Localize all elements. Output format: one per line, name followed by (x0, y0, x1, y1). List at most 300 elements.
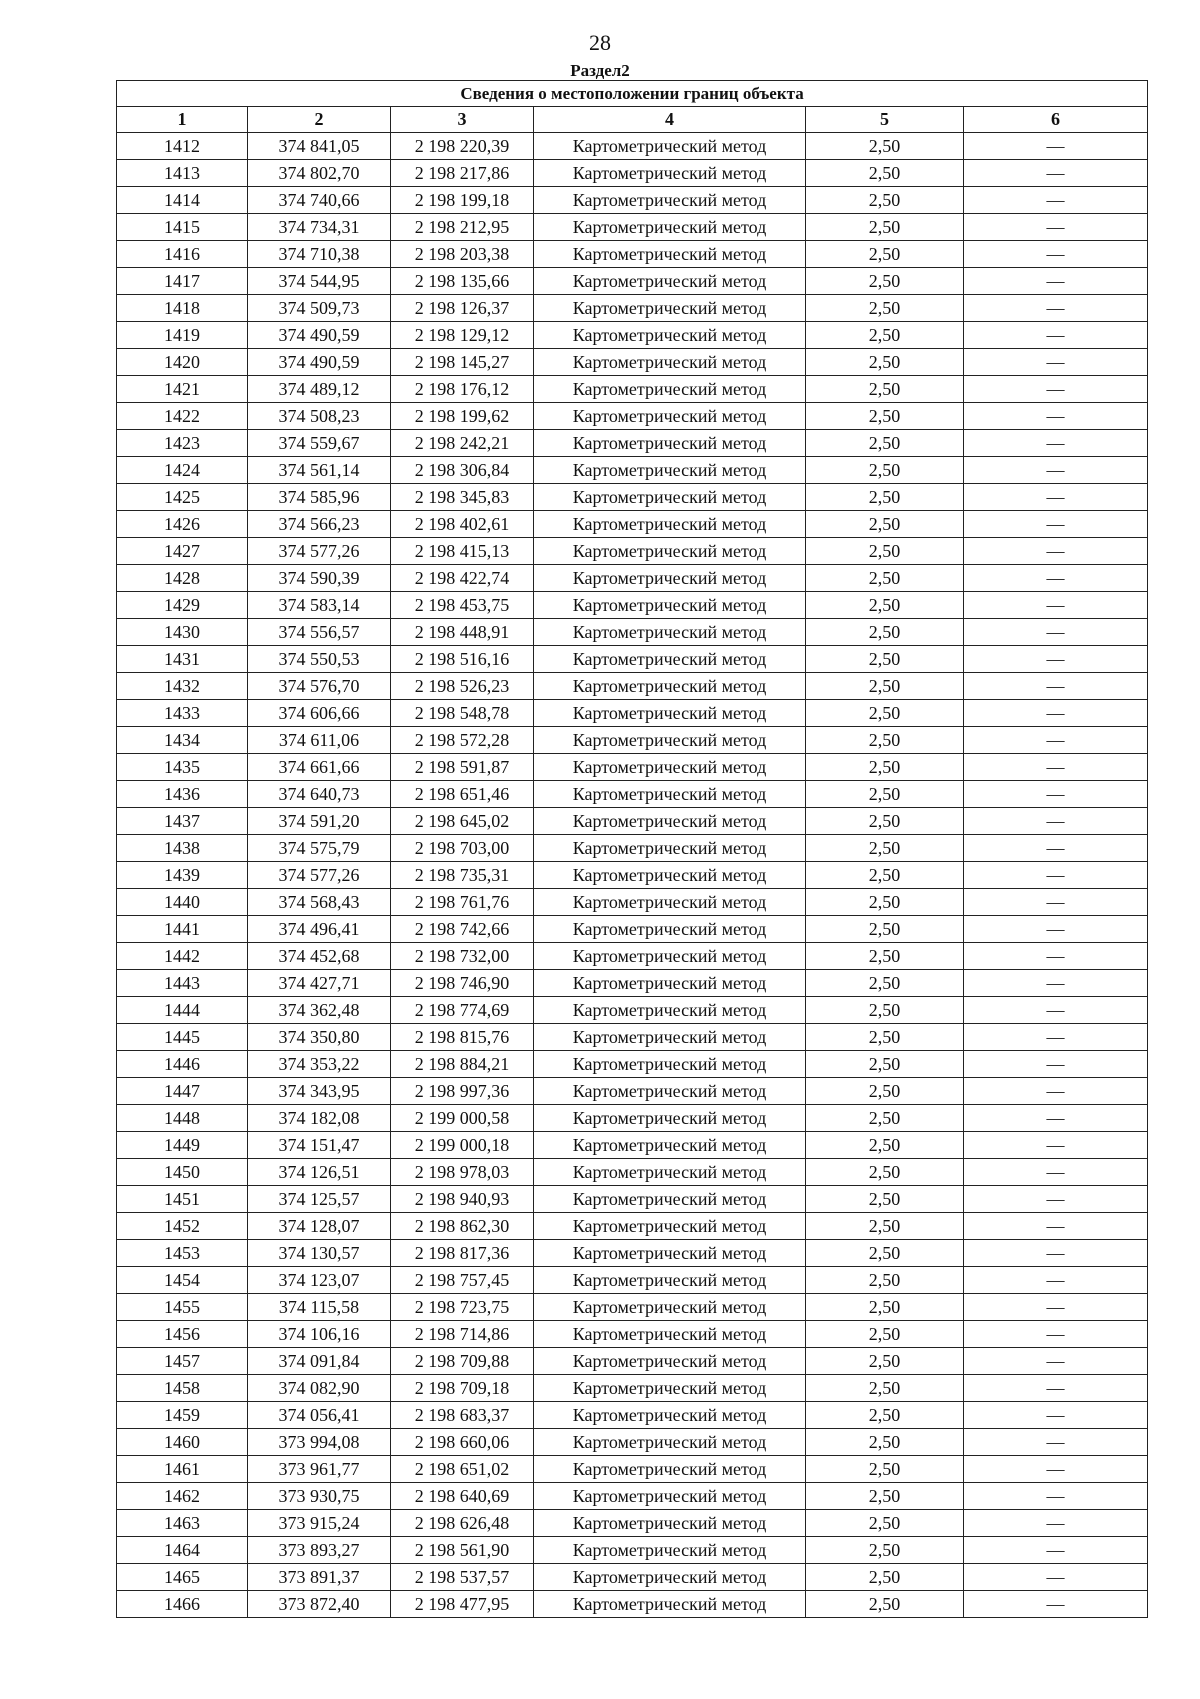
accuracy-cell: 2,50 (806, 781, 964, 808)
accuracy-cell: 2,50 (806, 997, 964, 1024)
table-row (117, 376, 1148, 403)
accuracy-cell: 2,50 (806, 889, 964, 916)
method-cell: Картометрический метод (534, 727, 806, 754)
point-number-cell: 1429 (117, 592, 248, 619)
method-cell: Картометрический метод (534, 322, 806, 349)
x-coordinate-cell: 374 568,43 (248, 889, 391, 916)
description-cell: — (964, 484, 1148, 511)
description-cell: — (964, 1429, 1148, 1456)
method-cell: Картометрический метод (534, 1402, 806, 1429)
table-row (117, 970, 1148, 997)
x-coordinate-cell: 374 182,08 (248, 1105, 391, 1132)
description-cell: — (964, 781, 1148, 808)
table-row (117, 1213, 1148, 1240)
description-cell: — (964, 862, 1148, 889)
accuracy-cell: 2,50 (806, 619, 964, 646)
column-header: 4 (534, 107, 806, 133)
method-cell: Картометрический метод (534, 1591, 806, 1618)
x-coordinate-cell: 373 915,24 (248, 1510, 391, 1537)
accuracy-cell: 2,50 (806, 376, 964, 403)
x-coordinate-cell: 374 591,20 (248, 808, 391, 835)
method-cell: Картометрический метод (534, 511, 806, 538)
description-cell: — (964, 1456, 1148, 1483)
table-row (117, 1051, 1148, 1078)
table-row (117, 889, 1148, 916)
method-cell: Картометрический метод (534, 241, 806, 268)
accuracy-cell: 2,50 (806, 403, 964, 430)
description-cell: — (964, 1294, 1148, 1321)
method-cell: Картометрический метод (534, 1429, 806, 1456)
accuracy-cell: 2,50 (806, 1375, 964, 1402)
y-coordinate-cell: 2 198 526,23 (391, 673, 534, 700)
table-row (117, 1321, 1148, 1348)
accuracy-cell: 2,50 (806, 916, 964, 943)
point-number-cell: 1465 (117, 1564, 248, 1591)
accuracy-cell: 2,50 (806, 673, 964, 700)
description-cell: — (964, 754, 1148, 781)
accuracy-cell: 2,50 (806, 808, 964, 835)
point-number-cell: 1420 (117, 349, 248, 376)
x-coordinate-cell: 374 126,51 (248, 1159, 391, 1186)
accuracy-cell: 2,50 (806, 700, 964, 727)
description-cell: — (964, 970, 1148, 997)
accuracy-cell: 2,50 (806, 1132, 964, 1159)
table-row (117, 943, 1148, 970)
y-coordinate-cell: 2 198 735,31 (391, 862, 534, 889)
accuracy-cell: 2,50 (806, 295, 964, 322)
accuracy-cell: 2,50 (806, 457, 964, 484)
y-coordinate-cell: 2 198 145,27 (391, 349, 534, 376)
y-coordinate-cell: 2 198 199,62 (391, 403, 534, 430)
y-coordinate-cell: 2 198 242,21 (391, 430, 534, 457)
accuracy-cell: 2,50 (806, 349, 964, 376)
y-coordinate-cell: 2 198 537,57 (391, 1564, 534, 1591)
section-title: Раздел2 (570, 61, 630, 80)
x-coordinate-cell: 374 841,05 (248, 133, 391, 160)
accuracy-cell: 2,50 (806, 1078, 964, 1105)
y-coordinate-cell: 2 198 645,02 (391, 808, 534, 835)
table-row (117, 1105, 1148, 1132)
method-cell: Картометрический метод (534, 673, 806, 700)
method-cell: Картометрический метод (534, 700, 806, 727)
x-coordinate-cell: 373 893,27 (248, 1537, 391, 1564)
y-coordinate-cell: 2 198 978,03 (391, 1159, 534, 1186)
method-cell: Картометрический метод (534, 619, 806, 646)
description-cell: — (964, 889, 1148, 916)
method-cell: Картометрический метод (534, 1186, 806, 1213)
x-coordinate-cell: 373 961,77 (248, 1456, 391, 1483)
x-coordinate-cell: 374 802,70 (248, 160, 391, 187)
x-coordinate-cell: 374 151,47 (248, 1132, 391, 1159)
y-coordinate-cell: 2 198 199,18 (391, 187, 534, 214)
point-number-cell: 1446 (117, 1051, 248, 1078)
description-cell: — (964, 511, 1148, 538)
table-caption: Сведения о местоположении границ объекта (117, 81, 1148, 107)
method-cell: Картометрический метод (534, 484, 806, 511)
x-coordinate-cell: 374 123,07 (248, 1267, 391, 1294)
table-row (117, 1132, 1148, 1159)
point-number-cell: 1443 (117, 970, 248, 997)
description-cell: — (964, 457, 1148, 484)
description-cell: — (964, 673, 1148, 700)
x-coordinate-cell: 374 489,12 (248, 376, 391, 403)
point-number-cell: 1415 (117, 214, 248, 241)
x-coordinate-cell: 374 661,66 (248, 754, 391, 781)
table-row (117, 1402, 1148, 1429)
table-row (117, 835, 1148, 862)
description-cell: — (964, 430, 1148, 457)
point-number-cell: 1435 (117, 754, 248, 781)
point-number-cell: 1423 (117, 430, 248, 457)
description-cell: — (964, 1483, 1148, 1510)
method-cell: Картометрический метод (534, 376, 806, 403)
method-cell: Картометрический метод (534, 565, 806, 592)
x-coordinate-cell: 374 740,66 (248, 187, 391, 214)
description-cell: — (964, 214, 1148, 241)
x-coordinate-cell: 374 125,57 (248, 1186, 391, 1213)
accuracy-cell: 2,50 (806, 1537, 964, 1564)
table-row (117, 1159, 1148, 1186)
y-coordinate-cell: 2 198 815,76 (391, 1024, 534, 1051)
description-cell: — (964, 646, 1148, 673)
method-cell: Картометрический метод (534, 1510, 806, 1537)
description-cell: — (964, 187, 1148, 214)
point-number-cell: 1431 (117, 646, 248, 673)
y-coordinate-cell: 2 198 757,45 (391, 1267, 534, 1294)
table-row (117, 1537, 1148, 1564)
accuracy-cell: 2,50 (806, 133, 964, 160)
method-cell: Картометрический метод (534, 1375, 806, 1402)
y-coordinate-cell: 2 198 217,86 (391, 160, 534, 187)
description-cell: — (964, 1105, 1148, 1132)
description-cell: — (964, 1375, 1148, 1402)
table-row (117, 754, 1148, 781)
table-row (117, 565, 1148, 592)
table-row (117, 673, 1148, 700)
method-cell: Картометрический метод (534, 835, 806, 862)
accuracy-cell: 2,50 (806, 565, 964, 592)
point-number-cell: 1441 (117, 916, 248, 943)
x-coordinate-cell: 374 490,59 (248, 349, 391, 376)
description-cell: — (964, 1240, 1148, 1267)
description-cell: — (964, 565, 1148, 592)
table-row (117, 268, 1148, 295)
x-coordinate-cell: 374 559,67 (248, 430, 391, 457)
description-cell: — (964, 835, 1148, 862)
accuracy-cell: 2,50 (806, 1321, 964, 1348)
point-number-cell: 1457 (117, 1348, 248, 1375)
method-cell: Картометрический метод (534, 754, 806, 781)
y-coordinate-cell: 2 198 683,37 (391, 1402, 534, 1429)
point-number-cell: 1412 (117, 133, 248, 160)
method-cell: Картометрический метод (534, 349, 806, 376)
column-header: 2 (248, 107, 391, 133)
description-cell: — (964, 592, 1148, 619)
description-cell: — (964, 538, 1148, 565)
description-cell: — (964, 808, 1148, 835)
point-number-cell: 1432 (117, 673, 248, 700)
point-number-cell: 1434 (117, 727, 248, 754)
table-row (117, 214, 1148, 241)
table-caption-row (117, 81, 1148, 107)
accuracy-cell: 2,50 (806, 754, 964, 781)
point-number-cell: 1424 (117, 457, 248, 484)
table-row (117, 1294, 1148, 1321)
description-cell: — (964, 133, 1148, 160)
y-coordinate-cell: 2 198 345,83 (391, 484, 534, 511)
point-number-cell: 1454 (117, 1267, 248, 1294)
y-coordinate-cell: 2 198 453,75 (391, 592, 534, 619)
point-number-cell: 1426 (117, 511, 248, 538)
table-row (117, 1240, 1148, 1267)
y-coordinate-cell: 2 199 000,58 (391, 1105, 534, 1132)
description-cell: — (964, 1510, 1148, 1537)
y-coordinate-cell: 2 198 548,78 (391, 700, 534, 727)
table-row (117, 646, 1148, 673)
point-number-cell: 1437 (117, 808, 248, 835)
point-number-cell: 1419 (117, 322, 248, 349)
method-cell: Картометрический метод (534, 1024, 806, 1051)
point-number-cell: 1425 (117, 484, 248, 511)
description-cell: — (964, 1348, 1148, 1375)
x-coordinate-cell: 374 115,58 (248, 1294, 391, 1321)
y-coordinate-cell: 2 198 651,02 (391, 1456, 534, 1483)
table-row (117, 1456, 1148, 1483)
y-coordinate-cell: 2 198 709,18 (391, 1375, 534, 1402)
x-coordinate-cell: 374 575,79 (248, 835, 391, 862)
method-cell: Картометрический метод (534, 646, 806, 673)
point-number-cell: 1461 (117, 1456, 248, 1483)
y-coordinate-cell: 2 198 402,61 (391, 511, 534, 538)
accuracy-cell: 2,50 (806, 727, 964, 754)
method-cell: Картометрический метод (534, 1105, 806, 1132)
method-cell: Картометрический метод (534, 862, 806, 889)
description-cell: — (964, 1186, 1148, 1213)
y-coordinate-cell: 2 198 709,88 (391, 1348, 534, 1375)
method-cell: Картометрический метод (534, 295, 806, 322)
point-number-cell: 1453 (117, 1240, 248, 1267)
y-coordinate-cell: 2 198 212,95 (391, 214, 534, 241)
accuracy-cell: 2,50 (806, 1186, 964, 1213)
method-cell: Картометрический метод (534, 538, 806, 565)
x-coordinate-cell: 374 350,80 (248, 1024, 391, 1051)
method-cell: Картометрический метод (534, 133, 806, 160)
y-coordinate-cell: 2 199 000,18 (391, 1132, 534, 1159)
method-cell: Картометрический метод (534, 1483, 806, 1510)
table-row (117, 808, 1148, 835)
point-number-cell: 1427 (117, 538, 248, 565)
y-coordinate-cell: 2 198 306,84 (391, 457, 534, 484)
point-number-cell: 1455 (117, 1294, 248, 1321)
x-coordinate-cell: 374 611,06 (248, 727, 391, 754)
x-coordinate-cell: 374 556,57 (248, 619, 391, 646)
point-number-cell: 1436 (117, 781, 248, 808)
column-number-row (117, 107, 1148, 133)
method-cell: Картометрический метод (534, 592, 806, 619)
x-coordinate-cell: 374 566,23 (248, 511, 391, 538)
point-number-cell: 1439 (117, 862, 248, 889)
table-row (117, 997, 1148, 1024)
point-number-cell: 1460 (117, 1429, 248, 1456)
table-row (117, 133, 1148, 160)
table-row (117, 727, 1148, 754)
description-cell: — (964, 1024, 1148, 1051)
accuracy-cell: 2,50 (806, 430, 964, 457)
description-cell: — (964, 160, 1148, 187)
point-number-cell: 1413 (117, 160, 248, 187)
table-row (117, 1024, 1148, 1051)
method-cell: Картометрический метод (534, 1051, 806, 1078)
method-cell: Картометрический метод (534, 1267, 806, 1294)
column-header: 1 (117, 107, 248, 133)
method-cell: Картометрический метод (534, 430, 806, 457)
method-cell: Картометрический метод (534, 1213, 806, 1240)
x-coordinate-cell: 374 452,68 (248, 943, 391, 970)
accuracy-cell: 2,50 (806, 241, 964, 268)
description-cell: — (964, 1213, 1148, 1240)
description-cell: — (964, 1564, 1148, 1591)
description-cell: — (964, 1537, 1148, 1564)
y-coordinate-cell: 2 198 723,75 (391, 1294, 534, 1321)
accuracy-cell: 2,50 (806, 268, 964, 295)
accuracy-cell: 2,50 (806, 1051, 964, 1078)
accuracy-cell: 2,50 (806, 646, 964, 673)
table-row (117, 403, 1148, 430)
accuracy-cell: 2,50 (806, 1294, 964, 1321)
table-row (117, 1510, 1148, 1537)
y-coordinate-cell: 2 198 129,12 (391, 322, 534, 349)
description-cell: — (964, 268, 1148, 295)
point-number-cell: 1459 (117, 1402, 248, 1429)
y-coordinate-cell: 2 198 714,86 (391, 1321, 534, 1348)
y-coordinate-cell: 2 198 422,74 (391, 565, 534, 592)
y-coordinate-cell: 2 198 477,95 (391, 1591, 534, 1618)
x-coordinate-cell: 374 082,90 (248, 1375, 391, 1402)
table-row (117, 295, 1148, 322)
point-number-cell: 1418 (117, 295, 248, 322)
description-cell: — (964, 403, 1148, 430)
accuracy-cell: 2,50 (806, 1591, 964, 1618)
description-cell: — (964, 1078, 1148, 1105)
x-coordinate-cell: 374 343,95 (248, 1078, 391, 1105)
accuracy-cell: 2,50 (806, 835, 964, 862)
accuracy-cell: 2,50 (806, 1429, 964, 1456)
y-coordinate-cell: 2 198 862,30 (391, 1213, 534, 1240)
description-cell: — (964, 1591, 1148, 1618)
column-header: 5 (806, 107, 964, 133)
point-number-cell: 1462 (117, 1483, 248, 1510)
point-number-cell: 1422 (117, 403, 248, 430)
accuracy-cell: 2,50 (806, 1105, 964, 1132)
accuracy-cell: 2,50 (806, 1213, 964, 1240)
x-coordinate-cell: 374 550,53 (248, 646, 391, 673)
description-cell: — (964, 1402, 1148, 1429)
table-row (117, 619, 1148, 646)
point-number-cell: 1444 (117, 997, 248, 1024)
point-number-cell: 1464 (117, 1537, 248, 1564)
table-row (117, 1564, 1148, 1591)
x-coordinate-cell: 374 508,23 (248, 403, 391, 430)
point-number-cell: 1458 (117, 1375, 248, 1402)
accuracy-cell: 2,50 (806, 538, 964, 565)
y-coordinate-cell: 2 198 774,69 (391, 997, 534, 1024)
description-cell: — (964, 1321, 1148, 1348)
accuracy-cell: 2,50 (806, 187, 964, 214)
x-coordinate-cell: 374 577,26 (248, 862, 391, 889)
y-coordinate-cell: 2 198 746,90 (391, 970, 534, 997)
table-row (117, 1375, 1148, 1402)
point-number-cell: 1414 (117, 187, 248, 214)
description-cell: — (964, 376, 1148, 403)
table-row (117, 187, 1148, 214)
table-row (117, 538, 1148, 565)
method-cell: Картометрический метод (534, 1537, 806, 1564)
y-coordinate-cell: 2 198 660,06 (391, 1429, 534, 1456)
y-coordinate-cell: 2 198 817,36 (391, 1240, 534, 1267)
y-coordinate-cell: 2 198 940,93 (391, 1186, 534, 1213)
x-coordinate-cell: 374 496,41 (248, 916, 391, 943)
y-coordinate-cell: 2 198 591,87 (391, 754, 534, 781)
table-row (117, 160, 1148, 187)
y-coordinate-cell: 2 198 516,16 (391, 646, 534, 673)
point-number-cell: 1466 (117, 1591, 248, 1618)
description-cell: — (964, 619, 1148, 646)
x-coordinate-cell: 374 585,96 (248, 484, 391, 511)
description-cell: — (964, 1132, 1148, 1159)
table-row (117, 1267, 1148, 1294)
x-coordinate-cell: 374 734,31 (248, 214, 391, 241)
point-number-cell: 1442 (117, 943, 248, 970)
method-cell: Картометрический метод (534, 1159, 806, 1186)
description-cell: — (964, 1159, 1148, 1186)
accuracy-cell: 2,50 (806, 1159, 964, 1186)
accuracy-cell: 2,50 (806, 160, 964, 187)
accuracy-cell: 2,50 (806, 1510, 964, 1537)
method-cell: Картометрический метод (534, 457, 806, 484)
accuracy-cell: 2,50 (806, 943, 964, 970)
x-coordinate-cell: 373 994,08 (248, 1429, 391, 1456)
x-coordinate-cell: 374 576,70 (248, 673, 391, 700)
table-row (117, 781, 1148, 808)
description-cell: — (964, 916, 1148, 943)
y-coordinate-cell: 2 198 884,21 (391, 1051, 534, 1078)
y-coordinate-cell: 2 198 126,37 (391, 295, 534, 322)
method-cell: Картометрический метод (534, 1456, 806, 1483)
x-coordinate-cell: 373 891,37 (248, 1564, 391, 1591)
point-number-cell: 1452 (117, 1213, 248, 1240)
table-row (117, 1591, 1148, 1618)
point-number-cell: 1416 (117, 241, 248, 268)
x-coordinate-cell: 374 640,73 (248, 781, 391, 808)
table-row (117, 1348, 1148, 1375)
accuracy-cell: 2,50 (806, 862, 964, 889)
x-coordinate-cell: 374 577,26 (248, 538, 391, 565)
y-coordinate-cell: 2 198 561,90 (391, 1537, 534, 1564)
method-cell: Картометрический метод (534, 916, 806, 943)
method-cell: Картометрический метод (534, 943, 806, 970)
accuracy-cell: 2,50 (806, 1348, 964, 1375)
method-cell: Картометрический метод (534, 1321, 806, 1348)
accuracy-cell: 2,50 (806, 214, 964, 241)
point-number-cell: 1438 (117, 835, 248, 862)
y-coordinate-cell: 2 198 176,12 (391, 376, 534, 403)
boundary-coordinates-table (116, 80, 1148, 1618)
table-row (117, 592, 1148, 619)
table-row (117, 1483, 1148, 1510)
accuracy-cell: 2,50 (806, 1240, 964, 1267)
y-coordinate-cell: 2 198 742,66 (391, 916, 534, 943)
table-head (117, 81, 1148, 133)
